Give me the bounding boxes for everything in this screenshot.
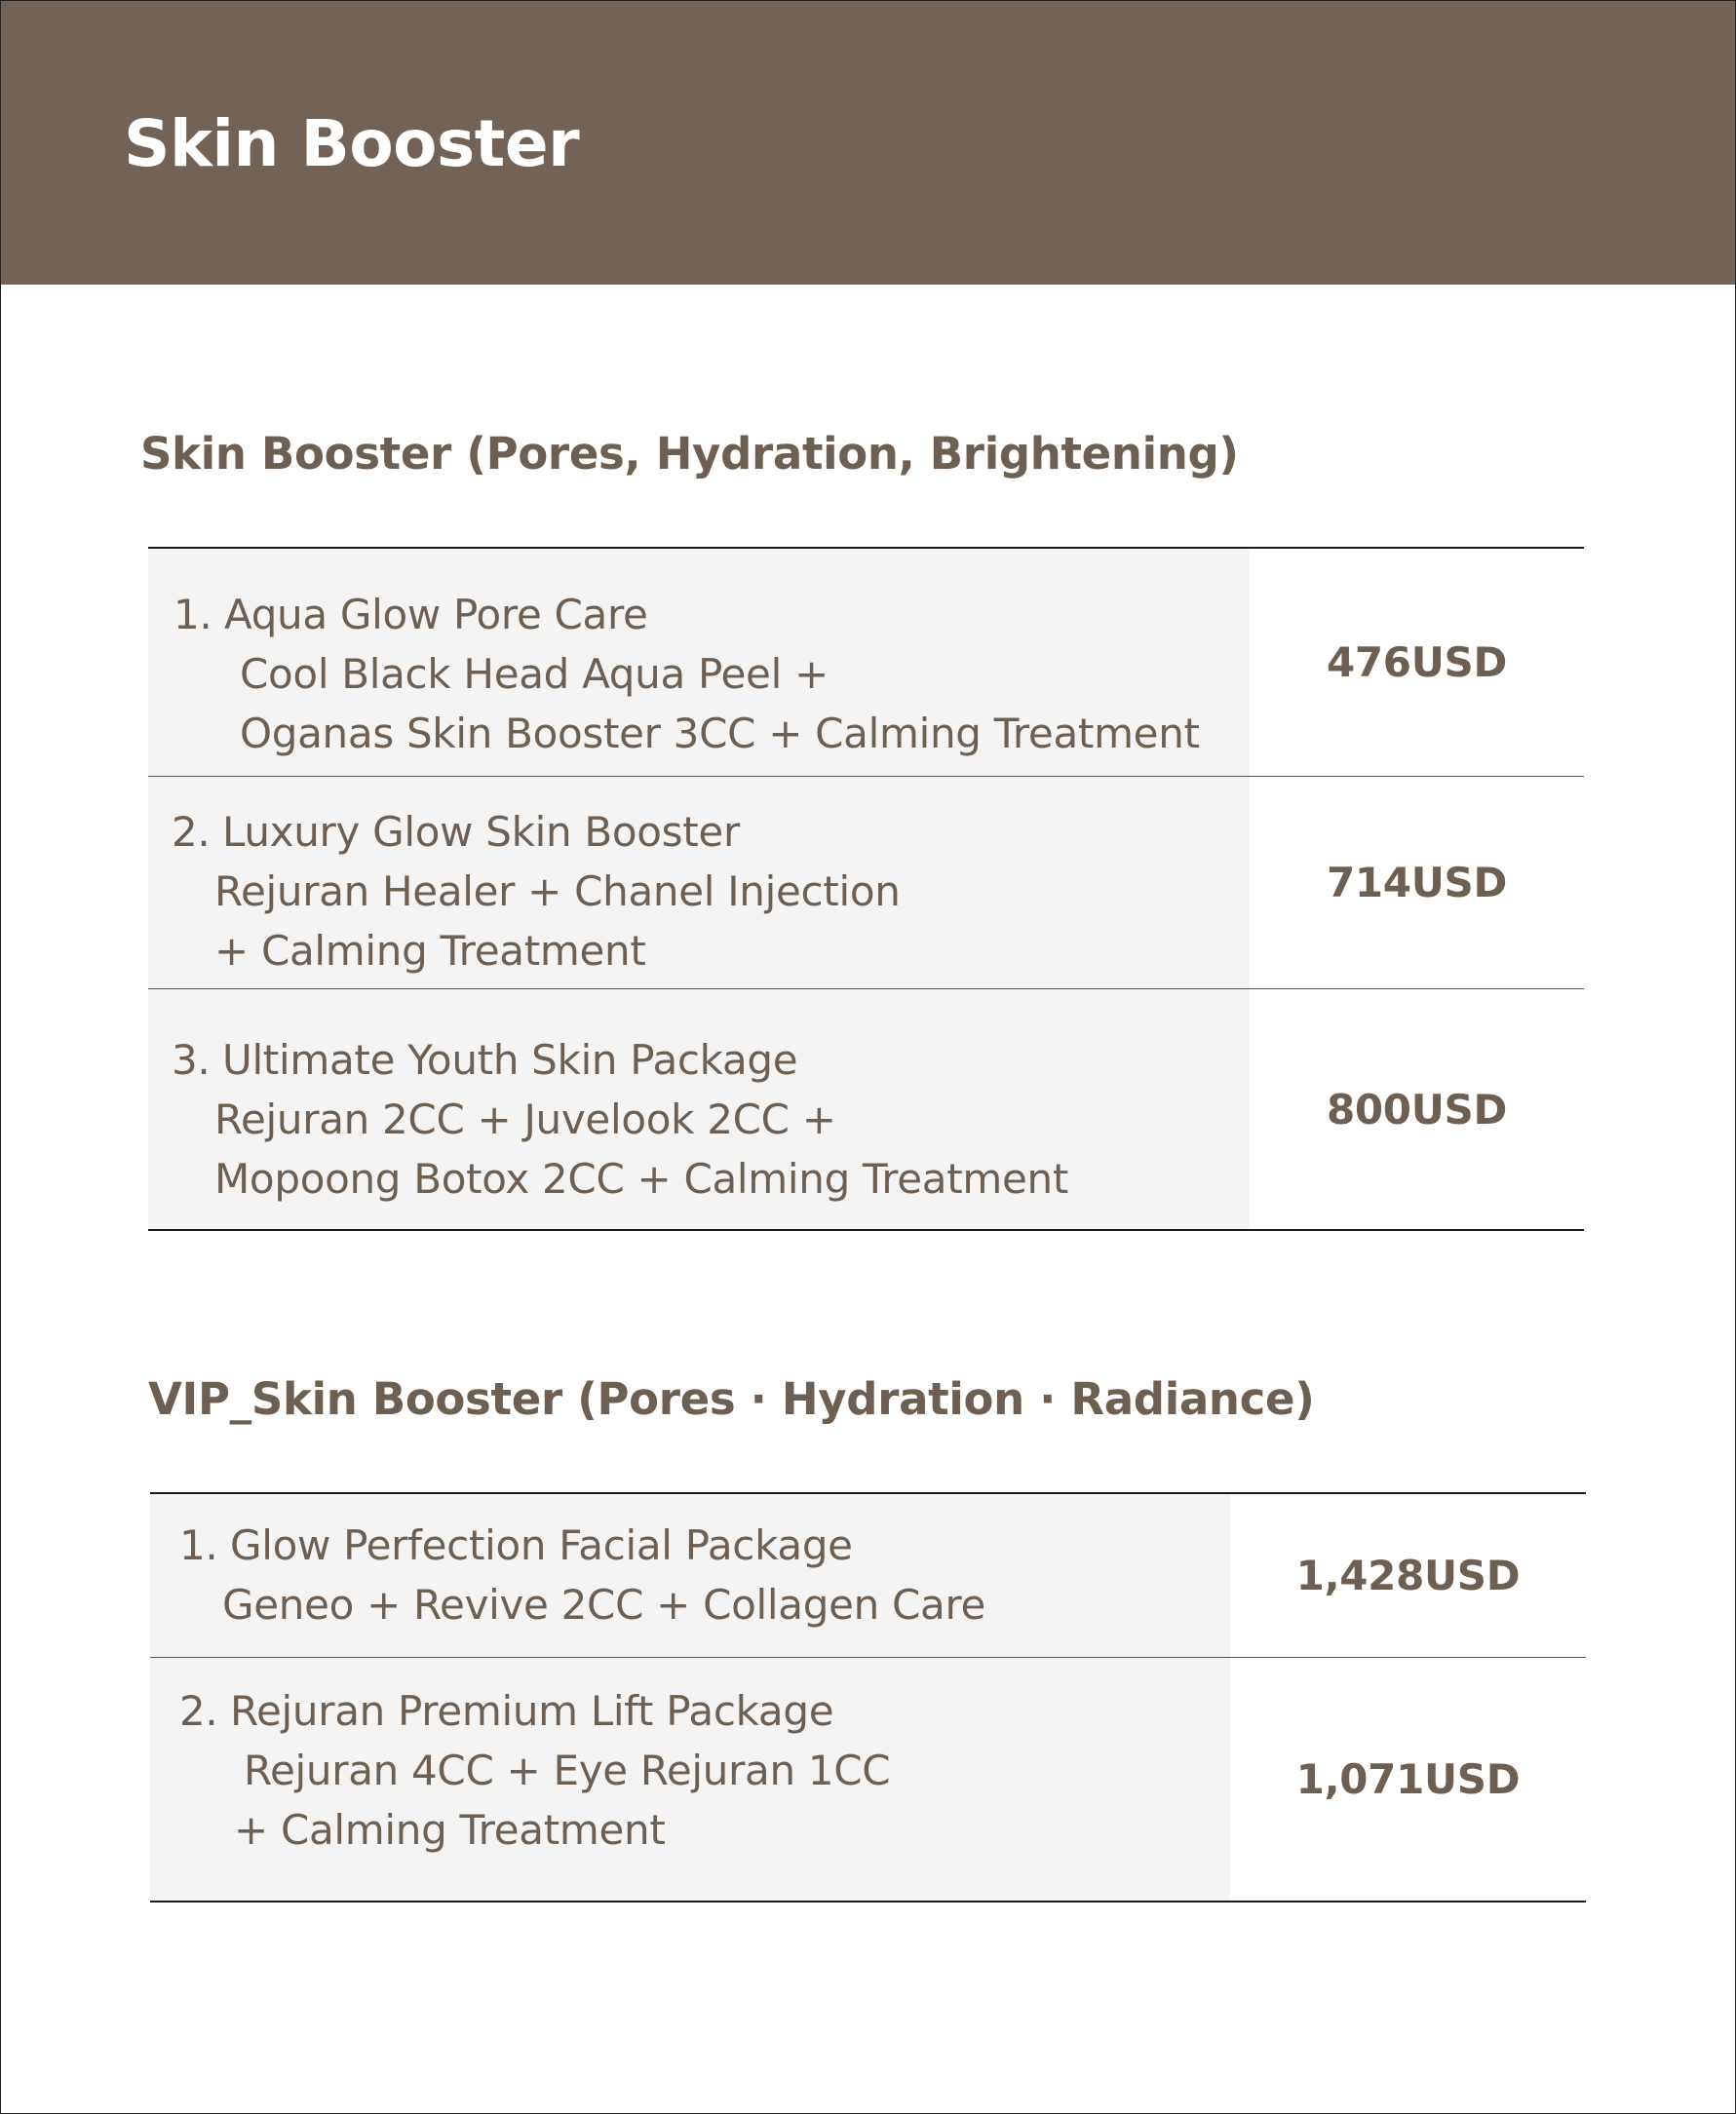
item-name: Luxury Glow Skin Booster <box>222 808 740 856</box>
page-title: Skin Booster <box>124 106 580 181</box>
item-description <box>148 777 1250 988</box>
item-number: 2. <box>179 1687 218 1735</box>
item-price: 1,428USD <box>1230 1494 1586 1657</box>
item-detail: + Calming Treatment <box>234 1806 666 1854</box>
item-name: Glow Perfection Facial Package <box>230 1521 853 1569</box>
section-title-vip-skin-booster: VIP_Skin Booster (Pores · Hydration · Radiance) <box>148 1373 1315 1425</box>
item-detail: Rejuran 4CC + Eye Rejuran 1CC <box>244 1747 891 1794</box>
item-name: Rejuran Premium Lift Package <box>230 1687 834 1735</box>
price-table-vip-skin-booster <box>150 1492 1586 1903</box>
item-number: 1. <box>174 591 212 638</box>
table-row <box>148 989 1584 1231</box>
item-description <box>148 989 1250 1229</box>
price-table-skin-booster <box>148 547 1584 1231</box>
item-description <box>150 1494 1230 1657</box>
item-description <box>150 1658 1230 1901</box>
item-detail: Cool Black Head Aqua Peel + <box>240 650 829 698</box>
item-number: 2. <box>172 808 211 856</box>
item-detail: Geneo + Revive 2CC + Collagen Care <box>222 1581 986 1629</box>
item-price: 714USD <box>1250 777 1584 988</box>
section-title-skin-booster: Skin Booster (Pores, Hydration, Brightening) <box>140 428 1239 480</box>
item-price: 1,071USD <box>1230 1658 1586 1901</box>
item-price: 476USD <box>1250 549 1584 776</box>
item-number: 3. <box>172 1036 211 1084</box>
item-name: Aqua Glow Pore Care <box>224 591 648 638</box>
item-detail: Rejuran 2CC + Juvelook 2CC + <box>214 1095 836 1143</box>
header-banner <box>1 1 1735 285</box>
table-row <box>150 1658 1586 1903</box>
table-row <box>150 1494 1586 1658</box>
item-detail: Mopoong Botox 2CC + Calming Treatment <box>214 1155 1069 1203</box>
table-row <box>148 777 1584 989</box>
item-description <box>148 549 1250 776</box>
item-number: 1. <box>179 1521 218 1569</box>
item-detail: Oganas Skin Booster 3CC + Calming Treatment <box>240 710 1200 757</box>
item-name: Ultimate Youth Skin Package <box>222 1036 798 1084</box>
table-row <box>148 549 1584 777</box>
item-price: 800USD <box>1250 989 1584 1229</box>
item-detail: Rejuran Healer + Chanel Injection <box>214 867 901 915</box>
item-detail: + Calming Treatment <box>214 927 646 975</box>
